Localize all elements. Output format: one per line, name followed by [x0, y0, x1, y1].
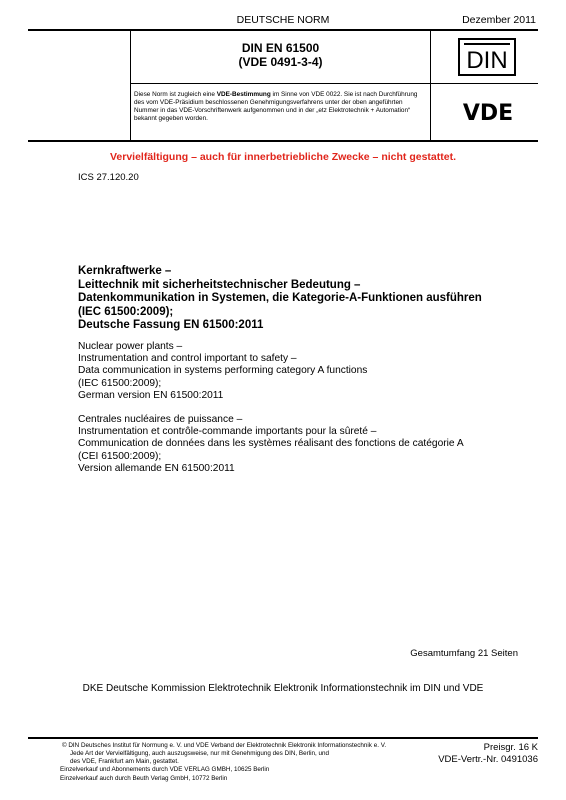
- title-en-line: (IEC 61500:2009);: [78, 377, 162, 389]
- title-fr-line: Communication de données dans les systèmes réalisant des fonctions de catégorie A: [78, 438, 464, 450]
- title-fr-line: Version allemande EN 61500:2011: [78, 462, 235, 474]
- box-divider: [130, 83, 538, 84]
- title-french: [78, 414, 548, 475]
- svg-text:VDE: VDE: [462, 101, 514, 126]
- standard-block: [131, 41, 430, 69]
- title-de-line: Leittechnik mit sicherheitstechnischer Bedeutung –: [78, 278, 361, 291]
- title-fr-line: (CEI 61500:2009);: [78, 450, 162, 462]
- title-en-line: Nuclear power plants –: [78, 341, 183, 352]
- box-bottom-rule: [28, 140, 538, 142]
- vde-logo-mark: [452, 98, 524, 126]
- copyright-line: Jede Art der Vervielfältigung, auch auszugsweise, nur mit Genehmigung des DIN, Berlin, und: [70, 749, 330, 757]
- sales-line: Einzelverkauf und Abonnements durch VDE VERLAG GMBH, 10625 Berlin: [60, 766, 270, 774]
- total-pages: Gesamtumfang 21 Seiten: [410, 648, 518, 659]
- copyright-notice: [62, 742, 417, 783]
- box-mid-border: [430, 30, 431, 140]
- title-german: [78, 265, 538, 333]
- title-english: [78, 341, 538, 402]
- din-logo-mark: [460, 40, 514, 74]
- norm-type: DEUTSCHE NORM: [236, 14, 330, 26]
- title-de-line: Datenkommunikation in Systemen, die Kategorie-A-Funktionen ausführen: [78, 292, 482, 304]
- footer-rule: [28, 737, 538, 739]
- title-de-line: Deutsche Fassung EN 61500:2011: [78, 319, 264, 331]
- dke-line: DKE Deutsche Kommission Elektrotechnik Elektronik Informationstechnik im DIN und VDE: [82, 683, 484, 694]
- title-fr-line: Instrumentation et contrôle-commande importants pour la sûreté –: [78, 426, 377, 438]
- title-de-line: Kernkraftwerke –: [78, 265, 172, 277]
- title-de-line: (IEC 61500:2009);: [78, 305, 174, 318]
- order-number: VDE-Vertr.-Nr. 0491036: [438, 753, 538, 765]
- copyright-line: des VDE, Frankfurt am Main, gestattet.: [70, 757, 179, 765]
- issue-date: Dezember 2011: [462, 14, 536, 26]
- copyright-line: © DIN Deutsches Institut für Normung e. V. und VDE Verband der Elektrotechnik Elektronik Informationstechnik e. V.: [62, 742, 387, 749]
- vde-number: (VDE 0491-3-4): [238, 55, 323, 69]
- price-block: [438, 742, 538, 765]
- standard-number: DIN EN 61500: [241, 41, 320, 55]
- price-group: Preisgr. 16 K: [483, 742, 538, 753]
- title-en-line: Data communication in systems performing category A functions: [78, 365, 368, 377]
- svg-text:DIN: DIN: [466, 47, 508, 74]
- vde-logo: [452, 98, 524, 126]
- title-en-line: Instrumentation and control important to safety –: [78, 353, 297, 365]
- header-rule: [28, 29, 538, 31]
- din-logo: [458, 38, 516, 76]
- ics-code: ICS 27.120.20: [78, 172, 139, 183]
- title-en-line: German version EN 61500:2011: [78, 389, 224, 401]
- vde-notice: Diese Norm ist zugleich eine VDE-Bestimmung im Sinne von VDE 0022. Sie ist nach Durchführung des vom VDE-Präsidium beschlossenen Genehmigungsverfahrens unter der oben angeführten Nummer in das VDE-Vorschriftenwerk aufgenommen und in der „etz Elektrotechnik + Automation“ bekannt gegeben worden.: [134, 91, 418, 123]
- title-fr-line: Centrales nucléaires de puissance –: [78, 414, 243, 425]
- copy-warning: Vervielfältigung – auch für innerbetriebliche Zwecke – nicht gestattet.: [109, 151, 456, 163]
- sales-line: Einzelverkauf auch durch Beuth Verlag GmbH, 10772 Berlin: [60, 775, 228, 783]
